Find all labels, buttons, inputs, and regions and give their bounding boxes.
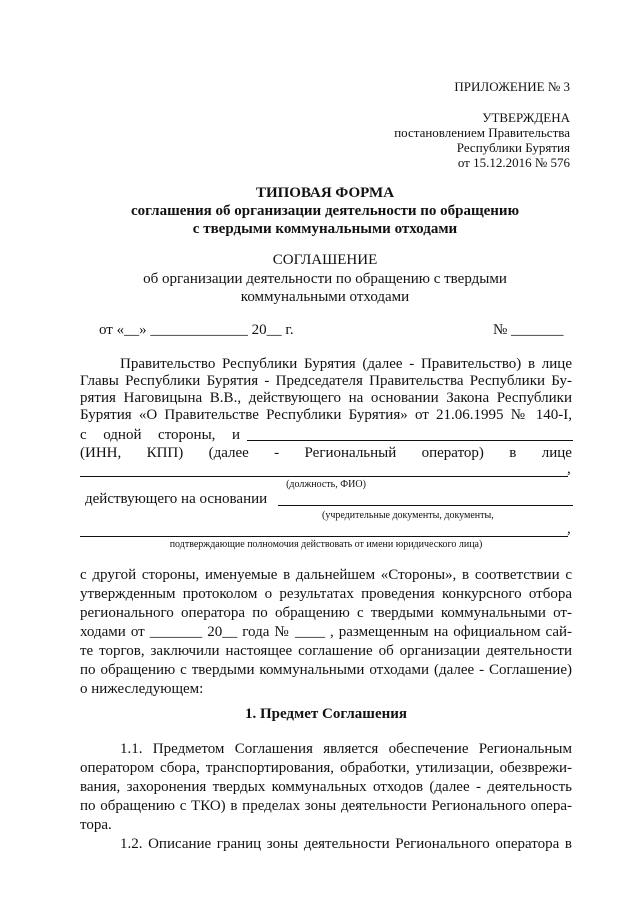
word: (ИНН, [80, 445, 122, 461]
paragraph-line: те торгов, заключили настоящее соглашение об организации деятельности [80, 643, 572, 659]
preamble-line: Главы Республики Бурятия - Председателя Правительства Республики Бу- [80, 373, 572, 389]
form-title: ТИПОВАЯ ФОРМА [255, 185, 395, 201]
documents-caption: (учредительные документы, документы, [322, 510, 494, 521]
word: лице [541, 445, 572, 461]
appendix-number: ПРИЛОЖЕНИЕ № 3 [454, 79, 570, 94]
item-line: 1.1. Предметом Соглашения является обеспечение Региональным [120, 741, 572, 757]
word: оператор) [421, 445, 484, 461]
preamble-line: Правительство Республики Бурятия (далее - Правительство) в лице [120, 356, 572, 372]
resolution-date: от 15.12.2016 № 576 [457, 155, 570, 170]
word: стороны, [158, 427, 216, 443]
position-caption: (должность, ФИО) [286, 479, 366, 490]
acting-basis-label: действующего на основании [85, 491, 268, 507]
agreement-date-field: от «__» _____________ 20__ г. [99, 322, 294, 338]
preamble-block [80, 356, 572, 424]
agreement-subheading-2: коммунальными отходами [240, 289, 410, 305]
section-1-heading: 1. Предмет Соглашения [244, 706, 408, 722]
paragraph-line: ходами от _______ 20__ года № ____ , размещенным на официальном сай- [80, 624, 572, 640]
item-line: 1.2. Описание границ зоны деятельности Регионального оператора в [120, 836, 572, 852]
item-line: вания, захоронения твердых коммунальных отходов (далее - деятельность [80, 779, 572, 795]
agreement-subheading-1: об организации деятельности по обращению с твердыми [143, 271, 507, 287]
parties-paragraph [80, 566, 572, 699]
paragraph-line: регионального оператора по обращению с твердыми коммунальными от- [80, 605, 572, 621]
word: - [274, 445, 280, 461]
preamble-line: Бурятия «О Правительстве Республики Бурятия» от 21.06.1995 № 140-I, [80, 407, 572, 423]
authority-documents-blank[interactable] [80, 536, 568, 537]
inn-kpp-line [80, 445, 572, 462]
word: (далее [208, 445, 249, 461]
word: КПП) [146, 445, 184, 461]
position-name-blank[interactable] [80, 476, 568, 477]
item-line: оператором сбора, транспортирования, обработки, утилизации, обезврежи- [80, 760, 572, 776]
resolution-line: постановлением Правительства [394, 125, 570, 140]
republic-line: Республики Бурятия [456, 140, 570, 155]
approved-label: УТВЕРЖДЕНА [482, 110, 570, 125]
paragraph-line: о нижеследующем: [80, 681, 204, 697]
word: одной [103, 427, 142, 443]
word: и [231, 427, 240, 443]
form-subtitle-2: с твердыми коммунальными отходами [192, 221, 458, 237]
authority-caption: подтверждающие полномочия действовать от имени юридического лица) [169, 539, 483, 550]
acting-basis-blank[interactable] [278, 505, 573, 506]
paragraph-line: с другой стороны, именуемые в дальнейшем «Стороны», в соответствии с [80, 567, 572, 583]
agreement-heading: СОГЛАШЕНИЕ [272, 252, 378, 268]
item-1-2 [80, 836, 572, 853]
word: в [509, 445, 517, 461]
preamble-line: рятия Наговицына В.В., действующего на основании Закона Республики [80, 390, 572, 406]
item-line: по обращению с ТКО) в пределах зоны деятельности Регионального опера- [80, 798, 572, 814]
comma: , [567, 521, 571, 537]
word: с [80, 427, 87, 443]
paragraph-line: утвержденным протоколом о результатах проведения конкурсного отбора [80, 586, 572, 602]
paragraph-line: по обращению с твердыми коммунальными отходами (далее - Соглашение) [80, 662, 572, 678]
one-side-words [80, 427, 240, 444]
word: Региональный [304, 445, 397, 461]
organization-name-blank[interactable] [247, 440, 573, 441]
item-1-1 [80, 740, 572, 835]
item-line: тора. [80, 817, 112, 833]
agreement-number-field: № _______ [493, 322, 564, 338]
form-subtitle-1: соглашения об организации деятельности по обращению [130, 203, 520, 219]
comma: , [567, 461, 571, 477]
